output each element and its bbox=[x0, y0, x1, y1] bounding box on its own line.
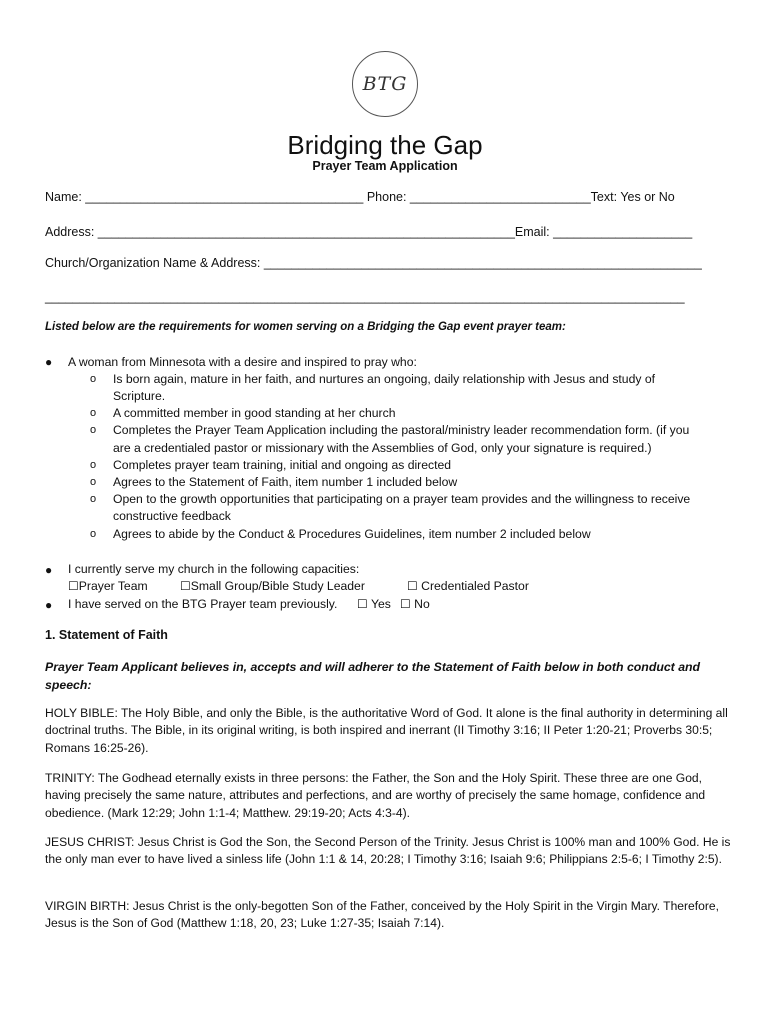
page-subtitle: Prayer Team Application bbox=[312, 159, 458, 173]
capacity-option-small-group[interactable] bbox=[180, 578, 365, 595]
page-title: Bridging the Gap bbox=[287, 130, 483, 160]
capacity-option-credentialed-pastor[interactable] bbox=[407, 578, 529, 595]
statement-of-faith-intro: Prayer Team Applicant believes in, accepts and will adherer to the Statement of Faith below in both conduct and speech: bbox=[45, 660, 701, 692]
sub-bullet-icon: o bbox=[90, 459, 97, 471]
statement-of-faith-heading: 1. Statement of Faith bbox=[45, 628, 168, 642]
requirement-item: Open to the growth opportunities that participating on a prayer team provides and the willingness to receive bbox=[113, 492, 691, 506]
faith-paragraph-holy-bible: HOLY BIBLE: The Holy Bible, and only the Bible, is the authoritative Word of God. It alone is the final authority in determining all doctrinal truths. The Bible, in its original writing, is both inspired and inerrant (II Timothy 3:16; II Peter 1:20-21; Proverbs 30:5; Romans 16:25-26). bbox=[45, 706, 728, 755]
capacities-intro: I currently serve my church in the following capacities: bbox=[68, 562, 360, 576]
requirement-item-cont: are a credentialed pastor or missionary with the Assemblies of God, only your signature is required.) bbox=[113, 441, 652, 455]
continuation-field-line[interactable]: ____________________________________________________________________________________________ bbox=[45, 290, 685, 304]
served-yes-option[interactable] bbox=[357, 596, 391, 613]
sub-bullet-icon: o bbox=[90, 528, 97, 540]
name-phone-field-line[interactable]: Name: ________________________________________ Phone: __________________________Text: Yes or No bbox=[45, 190, 675, 204]
requirement-item: Completes prayer team training, initial and ongoing as directed bbox=[113, 458, 452, 472]
sub-bullet-icon: o bbox=[90, 476, 97, 488]
served-previously-text: I have served on the BTG Prayer team previously. bbox=[68, 597, 338, 611]
checkbox-icon[interactable]: ☐ bbox=[180, 579, 191, 593]
requirement-item: Agrees to the Statement of Faith, item number 1 included below bbox=[113, 475, 458, 489]
sub-bullet-icon: o bbox=[90, 424, 97, 436]
requirements-intro: Listed below are the requirements for women serving on a Bridging the Gap event prayer team: bbox=[45, 321, 566, 333]
requirement-item: Agrees to abide by the Conduct & Procedures Guidelines, item number 2 included below bbox=[113, 527, 591, 541]
sub-bullet-icon: o bbox=[90, 407, 97, 419]
sub-bullet-icon: o bbox=[90, 493, 97, 505]
capacity-label: Small Group/Bible Study Leader bbox=[190, 579, 365, 593]
address-email-field-line[interactable]: Address: ____________________________________________________________Email: ____________________ bbox=[45, 225, 693, 239]
bullet-icon: ● bbox=[45, 598, 53, 612]
capacity-label: Credentialed Pastor bbox=[421, 579, 529, 593]
served-no-option[interactable] bbox=[400, 596, 430, 613]
capacity-label: Prayer Team bbox=[78, 579, 148, 593]
faith-paragraph-virgin-birth: VIRGIN BIRTH: Jesus Christ is the only-begotten Son of the Father, conceived by the Holy Spirit in the Virgin Mary. Therefore, Jesus is the Son of God (Matthew 1:18, 20, 23; Luke 1:27-35; Isaiah 7:14). bbox=[45, 899, 719, 931]
requirement-item: Completes the Prayer Team Application including the pastoral/ministry leader recommendation form. (if you bbox=[113, 423, 690, 437]
faith-paragraph-jesus-christ: JESUS CHRIST: Jesus Christ is God the Son, the Second Person of the Trinity. Jesus Christ is 100% man and 100% God. He is the only man ever to have lived a sinless life (John 1:1 & 14, 20:28; I Timothy 3:16; Isaiah 9:6; Philippians 2:5-6; I Timothy 2:5). bbox=[45, 835, 731, 867]
faith-paragraph-trinity: TRINITY: The Godhead eternally exists in three persons: the Father, the Son and the Holy Spirit. These three are one God, having precisely the same nature, attributes and perfections, and are worthy of precisely the same homage, confidence and obedience. (Mark 12:29; John 1:1-4; Matthew. 29:19-20; Acts 4:3-4). bbox=[45, 771, 706, 820]
requirement-main: A woman from Minnesota with a desire and inspired to pray who: bbox=[68, 355, 417, 369]
yes-label: Yes bbox=[370, 597, 391, 611]
requirement-item: A committed member in good standing at her church bbox=[113, 406, 396, 420]
sub-bullet-icon: o bbox=[90, 373, 97, 385]
capacity-option-prayer-team[interactable] bbox=[68, 578, 148, 595]
logo-text: BTG bbox=[362, 73, 408, 95]
checkbox-icon[interactable]: ☐ bbox=[407, 579, 418, 593]
bullet-icon: ● bbox=[45, 355, 53, 369]
checkbox-icon[interactable]: ☐ bbox=[400, 597, 411, 611]
bullet-icon: ● bbox=[45, 563, 53, 577]
church-address-field-line[interactable]: Church/Organization Name & Address: _______________________________________________________________ bbox=[45, 256, 702, 270]
requirement-item-cont: constructive feedback bbox=[113, 509, 231, 523]
checkbox-icon[interactable]: ☐ bbox=[357, 597, 368, 611]
no-label: No bbox=[414, 597, 430, 611]
checkbox-icon[interactable]: ☐ bbox=[68, 579, 79, 593]
requirement-item-cont: Scripture. bbox=[113, 389, 166, 403]
btg-logo bbox=[352, 51, 418, 117]
requirement-item: Is born again, mature in her faith, and nurtures an ongoing, daily relationship with Jesus and study of bbox=[113, 372, 655, 386]
